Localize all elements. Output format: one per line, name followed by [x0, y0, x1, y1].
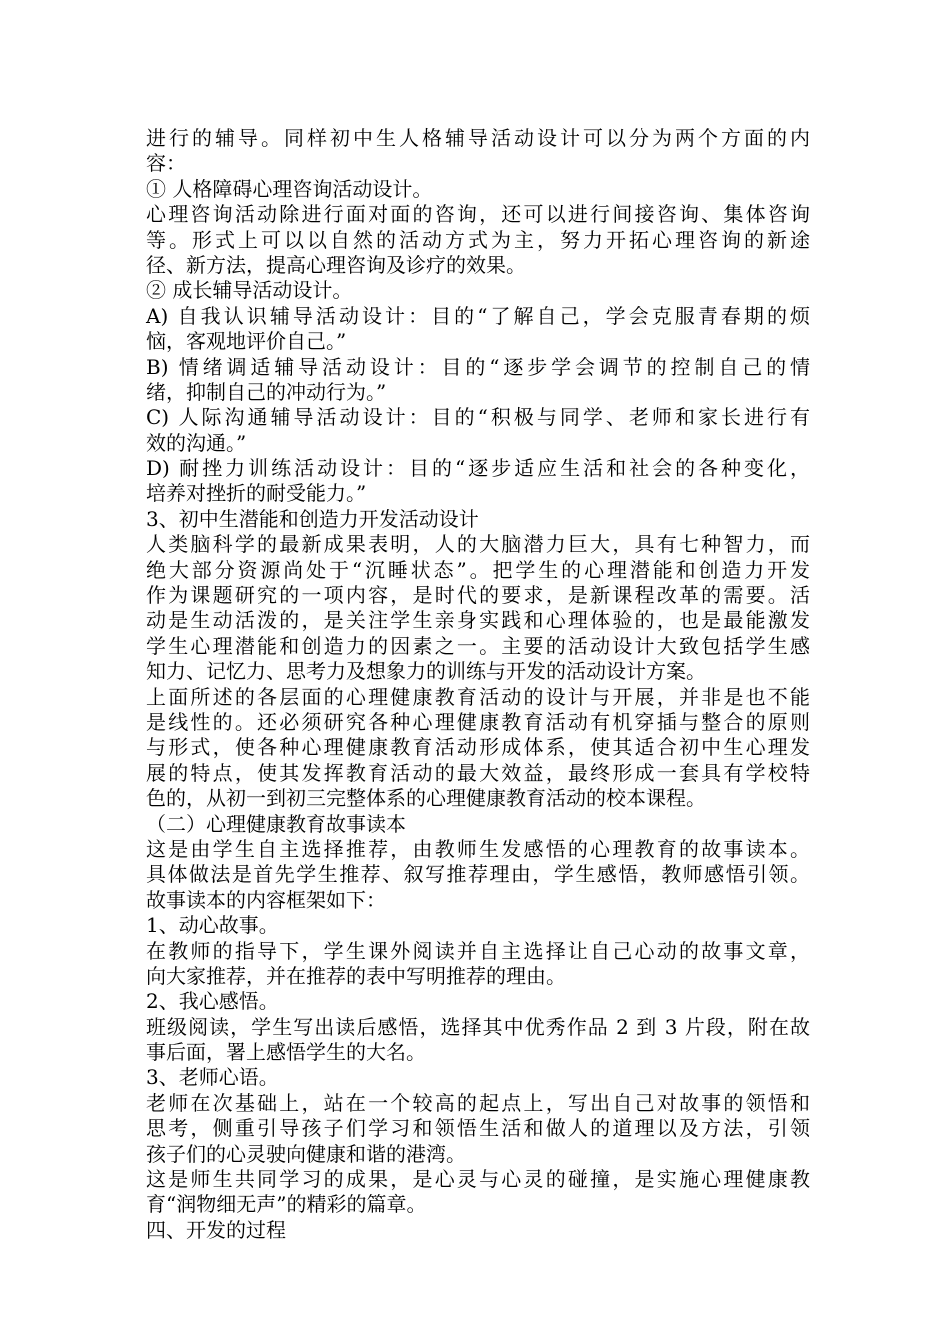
text-line: 3、初中生潜能和创造力开发活动设计	[146, 506, 479, 531]
text-line: 等。形式上可以以自然的活动方式为主，努力开拓心理咨询的新途	[146, 227, 810, 252]
text-line: 向大家推荐，并在推荐的表中写明推荐的理由。	[146, 963, 566, 988]
text-line: A) 自我认识辅导活动设计：目的“了解自己，学会克服青春期的烦	[146, 303, 810, 328]
text-line: ① 人格障碍心理咨询活动设计。	[146, 176, 433, 201]
text-line: 这是由学生自主选择推荐，由教师生发感悟的心理教育的故事读本。	[146, 836, 810, 861]
text-line: 径、新方法，提高心理咨询及诊疗的效果。	[146, 252, 526, 277]
text-line: 四、开发的过程	[146, 1217, 286, 1242]
text-line: 绝大部分资源尚处于“沉睡状态”。把学生的心理潜能和创造力开发	[146, 557, 810, 582]
document-body	[146, 126, 810, 1243]
text-line: 在教师的指导下，学生课外阅读并自主选择让自己心动的故事文章，	[146, 938, 810, 963]
text-line: 效的沟通。”	[146, 430, 247, 455]
text-line: D) 耐挫力训练活动设计：目的“逐步适应生活和社会的各种变化，	[146, 456, 810, 481]
text-line: 色的，从初一到初三完整体系的心理健康教育活动的校本课程。	[146, 786, 706, 811]
text-line: 育“润物细无声”的精彩的篇章。	[146, 1192, 427, 1217]
text-line: 进行的辅导。同样初中生人格辅导活动设计可以分为两个方面的内	[146, 126, 810, 150]
text-line: 动是生动活泼的，是关注学生亲身实践和心理体验的，也是最能激发	[146, 608, 810, 633]
text-line: 是线性的。还必须研究各种心理健康教育活动有机穿插与整合的原则	[146, 709, 810, 734]
text-line: 1、动心故事。	[146, 913, 279, 938]
text-line: B) 情绪调适辅导活动设计：目的“逐步学会调节的控制自己的情	[146, 354, 810, 379]
text-line: 容：	[146, 151, 186, 176]
text-line: 人类脑科学的最新成果表明，人的大脑潜力巨大，具有七种智力，而	[146, 532, 810, 557]
text-line: 作为课题研究的一项内容，是时代的要求，是新课程改革的需要。活	[146, 583, 810, 608]
text-line: 2、我心感悟。	[146, 989, 279, 1014]
text-line: 具体做法是首先学生推荐、叙写推荐理由，学生感悟，教师感悟引领。	[146, 862, 810, 887]
text-line: 恼，客观地评价自己。”	[146, 329, 347, 354]
text-line: 思考，侧重引导孩子们学习和领悟生活和做人的道理以及方法，引领	[146, 1116, 810, 1141]
text-line: 展的特点，使其发挥教育活动的最大效益，最终形成一套具有学校特	[146, 760, 810, 785]
text-line: 故事读本的内容框架如下：	[146, 887, 386, 912]
text-line: ② 成长辅导活动设计。	[146, 278, 353, 303]
text-line: 学生心理潜能和创造力的因素之一。主要的活动设计大致包括学生感	[146, 633, 810, 658]
text-line: 事后面，署上感悟学生的大名。	[146, 1040, 426, 1065]
text-line: 与形式，使各种心理健康教育活动形成体系，使其适合初中生心理发	[146, 735, 810, 760]
text-line: 3、老师心语。	[146, 1065, 279, 1090]
text-line: 知力、记忆力、思考力及想象力的训练与开发的活动设计方案。	[146, 659, 706, 684]
text-line: 孩子们的心灵驶向健康和谐的港湾。	[146, 1141, 466, 1166]
text-line: 绪，抑制自己的冲动行为。”	[146, 379, 387, 404]
text-line: 培养对挫折的耐受能力。”	[146, 481, 367, 506]
text-line: 老师在次基础上，站在一个较高的起点上，写出自己对故事的领悟和	[146, 1090, 810, 1115]
text-line: 上面所述的各层面的心理健康教育活动的设计与开展，并非是也不能	[146, 684, 810, 709]
text-line: C) 人际沟通辅导活动设计：目的“积极与同学、老师和家长进行有	[146, 405, 810, 430]
text-line: 这是师生共同学习的成果，是心灵与心灵的碰撞，是实施心理健康教	[146, 1167, 810, 1192]
text-line: 班级阅读，学生写出读后感悟，选择其中优秀作品 2 到 3 片段，附在故	[146, 1014, 810, 1039]
text-line: 心理咨询活动除进行面对面的咨询，还可以进行间接咨询、集体咨询	[146, 202, 810, 227]
text-line: （二）心理健康教育故事读本	[146, 811, 406, 836]
